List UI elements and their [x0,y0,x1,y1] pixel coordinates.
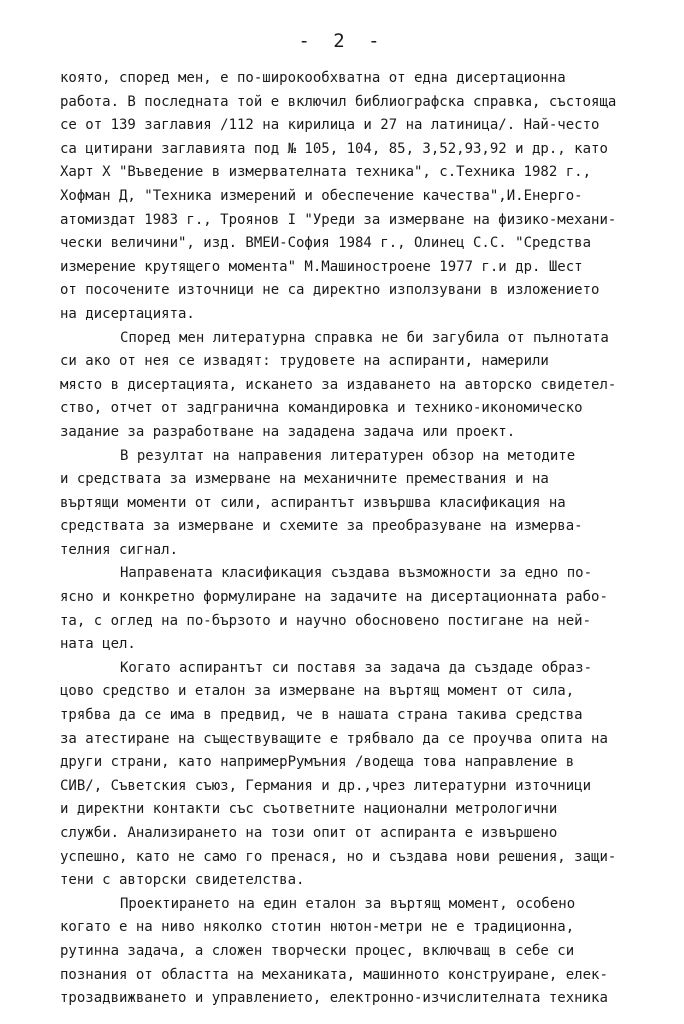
text-line: Харт Х "Въведение в измервателната техника", с.Техника 1982 г., [60,164,592,181]
text-line: и средствата за измерване на механичните премествания и на [60,471,549,488]
text-line: Проектирането на един еталон за въртящ момент, особено [120,895,576,912]
text-line: която, според мен, е по-широкообхватна от една дисертационна [60,70,566,86]
text-line: та, с оглед на по-бързото и научно обосновено постигане на ней- [60,612,592,629]
text-line: когато е на ниво няколко стотин нютон-метри не е традиционна, [60,919,575,936]
text-line: цово средство и еталон за измерване на въртящ момент от сила, [60,683,575,700]
text-line: работа. В последната той е включил библиографска справка, състояща [60,93,617,110]
text-line: от посочените източници не са директно използувани в изложението [60,282,600,299]
page-number: - 2 - [298,30,386,52]
text-line: средствата за измерване и схемите за преобразуване на измерва- [60,518,583,535]
text-line: СИВ/, Съветския съюз, Германия и др.,чрез литературни източници [60,777,592,794]
text-line: ната цел. [60,636,136,653]
text-line: други страни, като напримерРумъния /водеща това направление в [60,754,575,771]
text-line: Когато аспирантът си поставя за задача да създаде образ- [120,659,593,676]
text-line: въртящи моменти от сили, аспирантът извършва класификация на [60,494,566,511]
text-line: за атестиране на съществуващите е трябвало да се проучва опита на [60,730,608,747]
text-line: си ако от нея се извадят: трудовете на аспиранти, намерили [60,353,549,370]
text-line: чески величини", изд. ВМЕИ-София 1984 г., Олинец С.С. "Средства [60,235,592,252]
text-line: място в дисертацията, искането за издаването на авторско свидетел- [60,376,617,393]
text-line: ясно и конкретно формулиране на задачите на дисертационната рабо- [60,589,608,606]
text-line: се от 139 заглавия /112 на кирилица и 27 на латиница/. Най-често [60,117,600,134]
text-line: трябва да се има в предвид, че в нашата страна такива средства [60,707,583,724]
text-line: Направената класификация създава възможности за едно по- [120,565,593,582]
text-line: атомиздат 1983 г., Троянов I "Уреди за измерване на физико-механи- [60,211,617,228]
text-line: Хофман Д, "Техника измерений и обеспечение качества",И.Енерго- [60,187,583,204]
text-line: измерение крутящего момента" М.Машиностроене 1977 г.и др. Шест [60,258,583,275]
text-line: на дисертацията. [60,305,195,322]
text-line: са цитирани заглавията под № 105, 104, 85, 3,52,93,92 и др., като [60,140,608,157]
text-line: задание за разработване на зададена задача или проект. [60,423,516,440]
text-line: Според мен литературна справка не би загубила от пълнотата [120,329,609,346]
text-line: рутинна задача, а сложен творчески процес, включващ в себе си [60,942,575,959]
text-line: трозадвижването и управлението, електронно-изчислителната техника [60,990,608,1007]
text-line: телния сигнал. [60,541,179,558]
body-text [60,67,680,1011]
text-line: служби. Анализирането на този опит от аспиранта е извършено [60,825,558,841]
text-line: ство, отчет от задгранична командировка и технико-икономическо [60,400,583,417]
text-line: познания от областта на механиката, машинното конструиране, елек- [60,966,608,983]
text-line: В резултат на направения литературен обзор на методите [120,447,576,464]
text-line: тени с авторски свидетелства. [60,872,305,889]
text-line: успешно, като не само го пренася, но и създава нови решения, защи- [60,848,617,865]
text-line: и директни контакти със съответните национални метрологични [60,801,558,818]
